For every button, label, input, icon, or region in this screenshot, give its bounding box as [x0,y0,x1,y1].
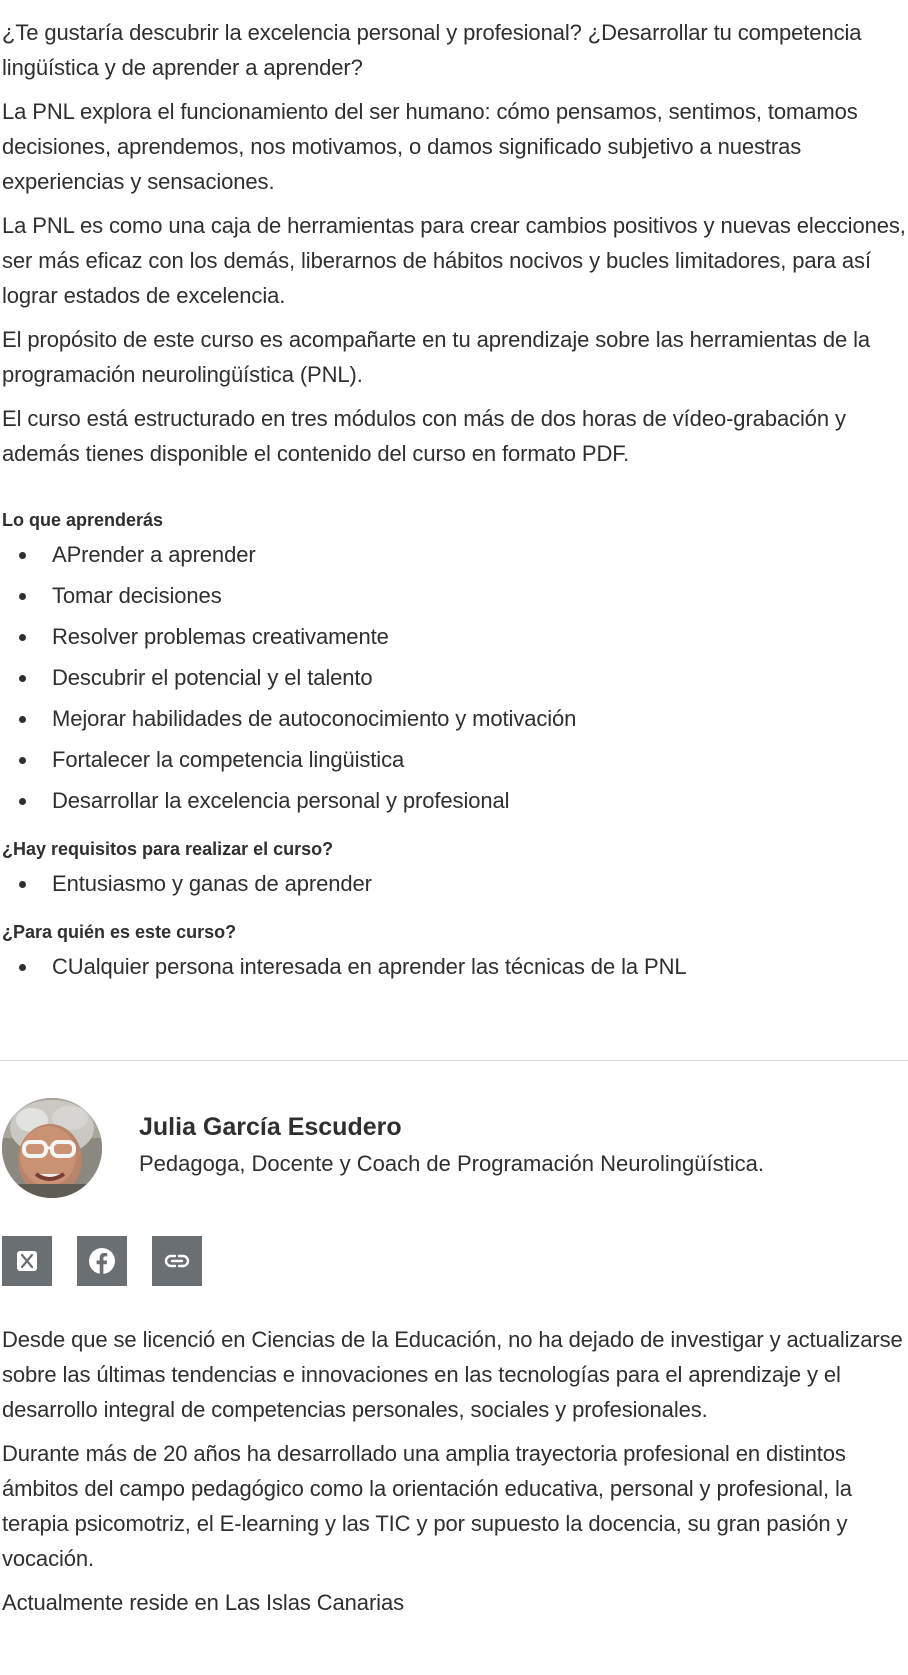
list-item [2,739,908,780]
intro-paragraph: ¿Te gustaría descubrir la excelencia personal y profesional? ¿Desarrollar tu competencia lingüística y de aprender a aprender? [2,20,862,80]
bullet-icon [19,798,26,805]
learn-heading: Lo que aprenderás [2,510,164,530]
list-item-text: Resolver problemas creativamente [52,624,389,649]
course-description [2,0,908,987]
facebook-icon [88,1247,116,1275]
bullet-icon [19,881,26,888]
section-divider [0,1060,908,1061]
list-item [2,780,908,821]
link-icon [164,1253,190,1269]
list-item [2,863,908,904]
instructor-title: Pedagoga, Docente y Coach de Programación Neurolingüística. [139,1151,764,1176]
bio-paragraph: Actualmente reside en Las Islas Canarias [2,1590,404,1615]
list-item-text: Descubrir el potencial y el talento [52,665,373,690]
instructor-bio [2,1322,908,1629]
learn-list [2,534,908,821]
bullet-icon [19,757,26,764]
avatar-photo [2,1098,102,1198]
list-item [2,534,908,575]
list-item-text: Fortalecer la competencia lingüistica [52,747,405,772]
bio-paragraph: Desde que se licenció en Ciencias de la Educación, no ha dejado de investigar y actualizarse sobre las últimas tendencias e innovaciones en las tecnologías para el aprendizaje y el desarrollo integral de competencias personales, sociales y profesionales. [2,1327,903,1422]
facebook-share-button[interactable] [77,1236,127,1286]
list-item-text: Tomar decisiones [52,583,222,608]
bullet-icon [19,593,26,600]
list-item-text: Desarrollar la excelencia personal y profesional [52,788,510,813]
list-item-text: APrender a aprender [52,542,256,567]
intro-paragraph: La PNL explora el funcionamiento del ser humano: cómo pensamos, sentimos, tomamos decisiones, aprendemos, nos motivamos, o damos significado subjetivo a nuestras experiencias y sensaciones. [2,99,858,194]
intro-section [2,0,908,471]
list-item [2,698,908,739]
requirements-list [2,863,908,904]
bio-paragraph: Durante más de 20 años ha desarrollado una amplia trayectoria profesional en distintos ámbitos del campo pedagógico como la orientación educativa, personal y profesional, la terapia psicomotriz, el E-learning y las TIC y por supuesto la docencia, su gran pasión y vocación. [2,1441,852,1571]
intro-paragraph: La PNL es como una caja de herramientas para crear cambios positivos y nuevas elecciones, ser más eficaz con los demás, liberarnos de hábitos nocivos y bucles limitadores, para así lograr estados de excelencia. [2,213,906,308]
avatar[interactable] [2,1098,102,1198]
list-item [2,575,908,616]
list-item-text: CUalquier persona interesada en aprender las técnicas de la PNL [52,954,687,979]
instructor-card [2,1098,908,1202]
intro-paragraph: El propósito de este curso es acompañarte en tu aprendizaje sobre las herramientas de la programación neurolingüística (PNL). [2,327,871,387]
list-item-text: Mejorar habilidades de autoconocimiento y motivación [52,706,577,731]
bullet-icon [19,634,26,641]
bullet-icon [19,964,26,971]
list-item [2,616,908,657]
requirements-heading: ¿Hay requisitos para realizar el curso? [2,839,334,859]
bullet-icon [19,675,26,682]
x-share-button[interactable] [2,1236,52,1286]
bullet-icon [19,552,26,559]
copy-link-button[interactable] [152,1236,202,1286]
audience-list [2,946,908,987]
list-item [2,657,908,698]
list-item [2,946,908,987]
audience-heading: ¿Para quién es este curso? [2,922,237,942]
instructor-name[interactable]: Julia García Escudero [139,1113,402,1141]
bullet-icon [19,716,26,723]
intro-paragraph: El curso está estructurado en tres módulos con más de dos horas de vídeo-grabación y además tienes disponible el contenido del curso en formato PDF. [2,406,846,466]
list-item-text: Entusiasmo y ganas de aprender [52,871,372,896]
x-icon [16,1250,38,1272]
